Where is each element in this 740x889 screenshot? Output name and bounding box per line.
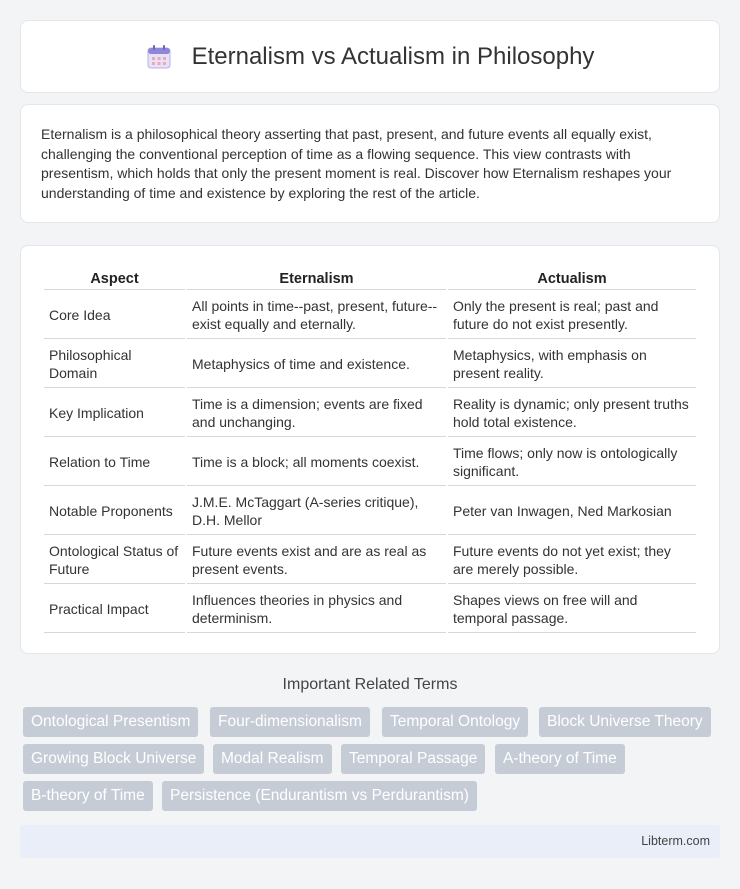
eternalism-cell: Time is a block; all moments coexist. xyxy=(187,439,446,486)
related-term-tag[interactable]: Four-dimensionalism xyxy=(210,707,370,737)
footer-site-link[interactable]: Libterm.com xyxy=(641,834,710,848)
eternalism-cell: Future events exist and are as real as present events. xyxy=(187,537,446,584)
aspect-cell: Relation to Time xyxy=(44,439,185,486)
intro-text: Eternalism is a philosophical theory asserting that past, present, and future events all equally exist, challenging the conventional perception of time as a flowing sequence. This view contrasts with presentism, which holds that only the present moment is real. Discover how Eternalism reshapes your understanding of time and existence by exploring the rest of the article. xyxy=(41,126,672,201)
related-term-tag[interactable]: Temporal Ontology xyxy=(382,707,528,737)
aspect-cell: Philosophical Domain xyxy=(44,341,185,388)
eternalism-cell: J.M.E. McTaggart (A-series critique), D.H. Mellor xyxy=(187,488,446,535)
related-term-tag[interactable]: Block Universe Theory xyxy=(539,707,711,737)
header-aspect: Aspect xyxy=(44,268,185,290)
header-actualism: Actualism xyxy=(448,268,696,290)
related-term-tag[interactable]: Growing Block Universe xyxy=(23,744,204,774)
page-title: Eternalism vs Actualism in Philosophy xyxy=(191,42,595,70)
related-term-tag[interactable]: A-theory of Time xyxy=(495,744,625,774)
comparison-table-card xyxy=(20,245,720,654)
eternalism-cell: Metaphysics of time and existence. xyxy=(187,341,446,388)
related-term-tag[interactable]: Ontological Presentism xyxy=(23,707,198,737)
intro-card xyxy=(20,104,720,223)
related-term-tag[interactable]: Temporal Passage xyxy=(341,744,485,774)
actualism-cell: Time flows; only now is ontologically significant. xyxy=(448,439,696,486)
eternalism-cell: Influences theories in physics and determinism. xyxy=(187,586,446,633)
footer xyxy=(20,825,720,858)
calendar-icon xyxy=(146,44,172,70)
related-term-tag[interactable]: Persistence (Endurantism vs Perdurantism) xyxy=(162,781,477,811)
eternalism-cell: All points in time--past, present, future--exist equally and eternally. xyxy=(187,292,446,339)
actualism-cell: Metaphysics, with emphasis on present reality. xyxy=(448,341,696,388)
header-card xyxy=(20,20,720,93)
related-terms-title: Important Related Terms xyxy=(282,676,458,693)
table-row xyxy=(44,537,696,584)
aspect-cell: Core Idea xyxy=(44,292,185,339)
related-term-tag[interactable]: Modal Realism xyxy=(213,744,332,774)
aspect-cell: Practical Impact xyxy=(44,586,185,633)
table-row xyxy=(44,341,696,388)
table-row xyxy=(44,488,696,535)
related-term-tag[interactable]: B-theory of Time xyxy=(23,781,153,811)
aspect-cell: Notable Proponents xyxy=(44,488,185,535)
actualism-cell: Shapes views on free will and temporal passage. xyxy=(448,586,696,633)
comparison-table xyxy=(42,266,698,635)
actualism-cell: Peter van Inwagen, Ned Markosian xyxy=(448,488,696,535)
table-row xyxy=(44,390,696,437)
table-row xyxy=(44,586,696,633)
table-row xyxy=(44,439,696,486)
aspect-cell: Key Implication xyxy=(44,390,185,437)
eternalism-cell: Time is a dimension; events are fixed and unchanging. xyxy=(187,390,446,437)
aspect-cell: Ontological Status of Future xyxy=(44,537,185,584)
header-eternalism: Eternalism xyxy=(187,268,446,290)
table-row xyxy=(44,292,696,339)
actualism-cell: Only the present is real; past and future do not exist presently. xyxy=(448,292,696,339)
actualism-cell: Reality is dynamic; only present truths hold total existence. xyxy=(448,390,696,437)
actualism-cell: Future events do not yet exist; they are merely possible. xyxy=(448,537,696,584)
table-header-row xyxy=(44,268,696,290)
